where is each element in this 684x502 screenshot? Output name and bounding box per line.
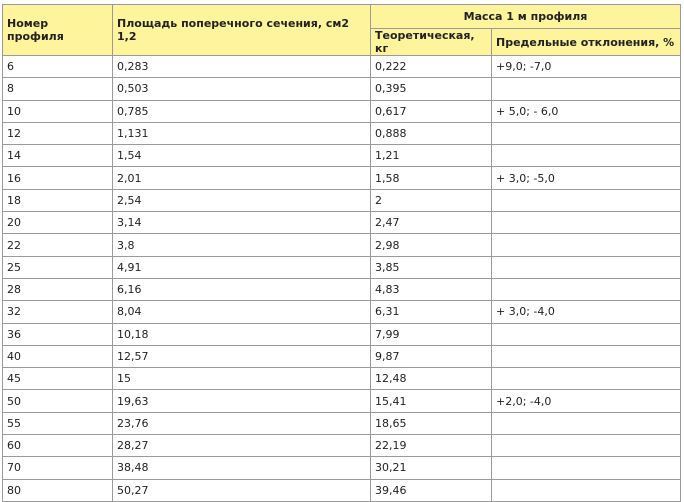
cell-theoretical-mass: 22,19 — [371, 435, 492, 457]
cell-deviation — [492, 278, 681, 300]
table-row — [3, 56, 681, 78]
cell-profile-number: 70 — [3, 457, 113, 479]
cell-cross-section: 6,16 — [113, 278, 371, 300]
cell-profile-number: 6 — [3, 56, 113, 78]
cell-cross-section: 15 — [113, 368, 371, 390]
cell-deviation — [492, 122, 681, 144]
cell-cross-section: 23,76 — [113, 412, 371, 434]
cell-theoretical-mass: 6,31 — [371, 301, 492, 323]
cell-cross-section: 12,57 — [113, 345, 371, 367]
cell-theoretical-mass: 2,47 — [371, 212, 492, 234]
cell-profile-number: 25 — [3, 256, 113, 278]
cell-cross-section: 28,27 — [113, 435, 371, 457]
cell-theoretical-mass: 7,99 — [371, 323, 492, 345]
cell-cross-section: 0,785 — [113, 100, 371, 122]
cell-profile-number: 45 — [3, 368, 113, 390]
table-row — [3, 412, 681, 434]
table-row — [3, 122, 681, 144]
cell-deviation: +2,0; -4,0 — [492, 390, 681, 412]
cell-profile-number: 36 — [3, 323, 113, 345]
table-row — [3, 301, 681, 323]
cell-deviation — [492, 457, 681, 479]
table-row — [3, 435, 681, 457]
cell-theoretical-mass: 2 — [371, 189, 492, 211]
cell-cross-section: 3,14 — [113, 212, 371, 234]
header-theoretical: Теоретическая, кг — [371, 29, 492, 56]
cell-profile-number: 8 — [3, 78, 113, 100]
profile-table-container — [2, 4, 681, 502]
cell-cross-section: 4,91 — [113, 256, 371, 278]
header-mass-group: Масса 1 м профиля — [371, 5, 681, 29]
cell-cross-section: 38,48 — [113, 457, 371, 479]
header-cross-section: Площадь поперечного сечения, см2 1,2 — [113, 5, 371, 56]
cell-deviation: +9,0; -7,0 — [492, 56, 681, 78]
table-row — [3, 189, 681, 211]
cell-cross-section: 2,01 — [113, 167, 371, 189]
cell-deviation — [492, 479, 681, 501]
cell-profile-number: 50 — [3, 390, 113, 412]
cell-cross-section: 2,54 — [113, 189, 371, 211]
cell-cross-section: 8,04 — [113, 301, 371, 323]
table-row — [3, 345, 681, 367]
header-profile-number: Номер профиля — [3, 5, 113, 56]
table-row — [3, 167, 681, 189]
table-row — [3, 78, 681, 100]
cell-profile-number: 14 — [3, 145, 113, 167]
cell-profile-number: 28 — [3, 278, 113, 300]
table-row — [3, 390, 681, 412]
cell-deviation — [492, 78, 681, 100]
cell-profile-number: 16 — [3, 167, 113, 189]
cell-profile-number: 20 — [3, 212, 113, 234]
cell-profile-number: 10 — [3, 100, 113, 122]
table-row — [3, 479, 681, 501]
cell-cross-section: 1,54 — [113, 145, 371, 167]
table-row — [3, 256, 681, 278]
cell-theoretical-mass: 2,98 — [371, 234, 492, 256]
header-deviation: Предельные отклонения, % — [492, 29, 681, 56]
table-body — [3, 56, 681, 502]
cell-deviation — [492, 212, 681, 234]
cell-deviation — [492, 256, 681, 278]
table-row — [3, 457, 681, 479]
cell-profile-number: 80 — [3, 479, 113, 501]
cell-profile-number: 40 — [3, 345, 113, 367]
cell-theoretical-mass: 12,48 — [371, 368, 492, 390]
cell-theoretical-mass: 18,65 — [371, 412, 492, 434]
cell-theoretical-mass: 0,888 — [371, 122, 492, 144]
table-row — [3, 323, 681, 345]
cell-theoretical-mass: 0,222 — [371, 56, 492, 78]
cell-theoretical-mass: 1,58 — [371, 167, 492, 189]
cell-cross-section: 1,131 — [113, 122, 371, 144]
cell-theoretical-mass: 4,83 — [371, 278, 492, 300]
cell-cross-section: 3,8 — [113, 234, 371, 256]
cell-deviation: + 3,0; -5,0 — [492, 167, 681, 189]
cell-profile-number: 55 — [3, 412, 113, 434]
cell-deviation — [492, 435, 681, 457]
cell-profile-number: 18 — [3, 189, 113, 211]
cell-deviation — [492, 189, 681, 211]
table-row — [3, 212, 681, 234]
cell-profile-number: 32 — [3, 301, 113, 323]
table-row — [3, 145, 681, 167]
cell-theoretical-mass: 15,41 — [371, 390, 492, 412]
cell-theoretical-mass: 9,87 — [371, 345, 492, 367]
cell-cross-section: 0,503 — [113, 78, 371, 100]
cell-deviation — [492, 145, 681, 167]
cell-theoretical-mass: 3,85 — [371, 256, 492, 278]
cell-theoretical-mass: 0,395 — [371, 78, 492, 100]
cell-deviation — [492, 323, 681, 345]
cell-deviation — [492, 234, 681, 256]
cell-cross-section: 19,63 — [113, 390, 371, 412]
table-row — [3, 234, 681, 256]
profile-table — [2, 4, 681, 502]
cell-theoretical-mass: 1,21 — [371, 145, 492, 167]
cell-cross-section: 10,18 — [113, 323, 371, 345]
cell-theoretical-mass: 0,617 — [371, 100, 492, 122]
cell-profile-number: 12 — [3, 122, 113, 144]
table-row — [3, 368, 681, 390]
cell-theoretical-mass: 30,21 — [371, 457, 492, 479]
cell-deviation: + 3,0; -4,0 — [492, 301, 681, 323]
cell-profile-number: 22 — [3, 234, 113, 256]
table-row — [3, 100, 681, 122]
table-row — [3, 278, 681, 300]
cell-deviation: + 5,0; - 6,0 — [492, 100, 681, 122]
cell-profile-number: 60 — [3, 435, 113, 457]
cell-deviation — [492, 368, 681, 390]
cell-cross-section: 50,27 — [113, 479, 371, 501]
cell-deviation — [492, 345, 681, 367]
cell-theoretical-mass: 39,46 — [371, 479, 492, 501]
cell-cross-section: 0,283 — [113, 56, 371, 78]
cell-deviation — [492, 412, 681, 434]
